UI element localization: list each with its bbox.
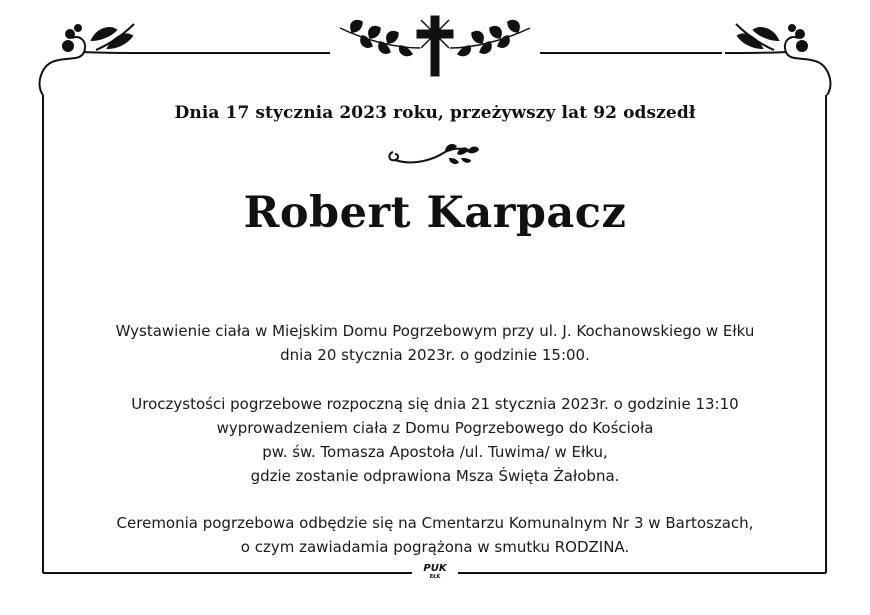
deceased-name: Robert Karpacz [243,188,627,238]
paragraph-line: Ceremonia pogrzebowa odbędzie się na Cmentarzu Komunalnym Nr 3 w Bartoszach, [116,514,754,532]
vine-divider-icon [383,140,483,174]
corner-flourish-icon [40,24,145,95]
paragraph-line: o czym zawiadamia pogrążona w smutku RODZINA. [240,538,630,556]
paragraph-line: pw. św. Tomasza Apostoła /ul. Tuwima/ w Ełku, [262,443,608,461]
paragraph-line: dnia 20 stycznia 2023r. o godzinie 15:00. [280,346,590,364]
cross-icon [417,16,453,76]
frame-border [43,53,826,573]
viewing-paragraph [0,319,870,367]
logo-sub-text: EŁK [429,574,441,580]
laurel-branch-icon [450,20,530,55]
burial-paragraph [0,511,870,559]
logo-main-text: PUK [423,563,447,574]
corner-flourish-icon [725,24,830,95]
ceremony-paragraph [0,392,870,488]
paragraph-line: Uroczystości pogrzebowe rozpoczną się dnia 21 stycznia 2023r. o godzinie 13:10 [131,395,739,413]
paragraph-line: Wystawienie ciała w Miejskim Domu Pogrzebowym przy ul. J. Kochanowskiego w Ełku [115,322,755,340]
paragraph-line: wyprowadzeniem ciała z Domu Pogrzebowego do Kościoła [216,419,654,437]
death-announcement-header: Dnia 17 stycznia 2023 roku, przeżywszy lat 92 odszedł [174,103,696,123]
laurel-branch-icon [340,20,420,55]
puk-logo [417,563,453,583]
paragraph-line: gdzie zostanie odprawiona Msza Święta Żałobna. [250,467,620,485]
